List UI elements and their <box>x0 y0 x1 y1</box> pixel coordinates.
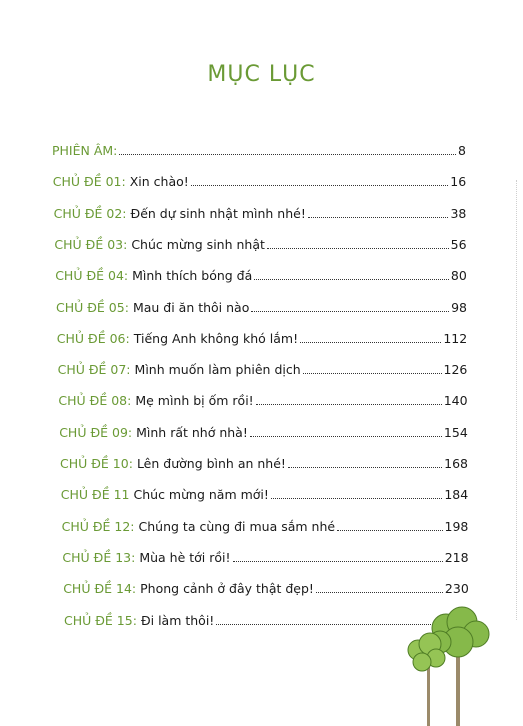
dot-leader <box>251 310 449 312</box>
toc-entry-label: PHIÊN ÂM: <box>52 143 118 158</box>
dot-leader <box>337 529 442 531</box>
toc-entry <box>58 357 468 377</box>
toc-entry-page: 126 <box>443 362 468 378</box>
toc-entry-page: 38 <box>450 205 467 221</box>
toc-entry-page: 140 <box>443 393 468 409</box>
toc-entry-title: Đến dự sinh nhật mình nhé! <box>130 205 306 221</box>
page-edge-divider <box>515 180 517 620</box>
toc-entry <box>54 232 466 252</box>
toc-entry-label: CHỦ ĐỀ 13: <box>62 549 136 565</box>
toc-entry-label: CHỦ ĐỀ 09: <box>59 424 133 440</box>
tree-canopy-small <box>408 633 445 671</box>
dot-leader <box>254 278 449 280</box>
toc-entry-page: 184 <box>444 487 469 503</box>
toc-entry <box>56 295 467 315</box>
toc-entry-page: 154 <box>443 424 468 440</box>
toc-entry-page: 98 <box>451 299 467 315</box>
toc-entry <box>53 169 466 189</box>
toc-entry-label: CHỦ ĐỀ 02: <box>53 205 127 221</box>
toc-entry-title: Tiếng Anh không khó lắm! <box>133 330 299 346</box>
toc-entry-title: Chúc mừng sinh nhật <box>131 236 265 252</box>
dot-leader <box>250 435 442 437</box>
toc-entry-label: CHỦ ĐỀ 04: <box>55 268 129 284</box>
toc-entry-label: CHỦ ĐỀ 08: <box>58 393 132 409</box>
toc-entry-title: Mẹ mình bị ốm rồi! <box>135 393 254 409</box>
toc-entry-title: Mình rất nhớ nhà! <box>136 424 248 440</box>
dot-leader <box>191 184 449 186</box>
dot-leader <box>256 403 442 405</box>
dot-leader <box>300 341 441 343</box>
toc-entry-label: CHỦ ĐỀ 03: <box>54 236 128 252</box>
toc-entry-page: 198 <box>444 518 469 534</box>
toc-entry-page: 16 <box>450 174 467 190</box>
toc-entry-title: Chúng ta cùng đi mua sắm nhé <box>138 518 336 534</box>
dot-leader <box>288 466 442 468</box>
toc-entry <box>62 514 469 534</box>
toc-entry-title: Phong cảnh ở đây thật đẹp! <box>140 581 314 597</box>
toc-entry-title: Mau đi ăn thôi nào <box>132 299 250 315</box>
toc-entry-title: Chúc mừng năm mới! <box>133 487 269 503</box>
toc-entry-page: 56 <box>450 236 467 252</box>
toc-entry-label: CHỦ ĐỀ 07: <box>57 362 131 378</box>
trees-illustration <box>400 600 523 726</box>
toc-entry-title: Lên đường bình an nhé! <box>136 456 286 471</box>
toc-entry-label: CHỦ ĐỀ 10: <box>60 456 133 471</box>
toc-entry-label: CHỦ ĐỀ 05: <box>56 299 129 315</box>
toc-entry-label: CHỦ ĐỀ 11 <box>60 487 130 503</box>
dot-leader <box>316 591 443 593</box>
toc-entry <box>62 545 468 565</box>
toc-entry-page: 230 <box>444 581 469 597</box>
dot-leader <box>271 497 442 499</box>
toc-entry-page: 112 <box>443 330 468 346</box>
toc-entry-title: Xin chào! <box>129 174 189 190</box>
toc-entry-page: 168 <box>444 456 468 471</box>
dot-leader <box>267 247 449 249</box>
toc-entry <box>63 576 469 596</box>
dot-leader <box>303 372 442 374</box>
toc-entry-label: CHỦ ĐỀ 12: <box>61 518 135 534</box>
toc-entry-label: CHỦ ĐỀ 01: <box>52 174 126 190</box>
dot-leader <box>119 153 456 155</box>
toc-entry-page: 218 <box>444 549 469 565</box>
toc-entry-title: Đi làm thôi! <box>140 612 215 628</box>
toc-entry <box>54 201 467 221</box>
toc-entry <box>60 451 468 471</box>
dot-leader <box>308 216 449 218</box>
toc-entry-page: 8 <box>458 143 466 158</box>
toc-entry-title: Mình muốn làm phiên dịch <box>134 362 301 378</box>
toc-entry <box>57 326 467 346</box>
toc-entry <box>52 138 466 158</box>
toc-entry-label: CHỦ ĐỀ 15: <box>64 612 137 628</box>
toc-entry <box>58 388 467 408</box>
toc-entry-title: Mùa hè tới rồi! <box>139 549 231 565</box>
toc-entry-label: CHỦ ĐỀ 06: <box>56 330 130 346</box>
toc-entry <box>61 482 468 502</box>
toc-entry-page: 80 <box>450 268 467 284</box>
toc-entry <box>55 263 467 283</box>
dot-leader <box>233 560 443 562</box>
page-title: MỤC LỤC <box>207 62 316 87</box>
toc-entry <box>59 420 468 440</box>
toc-entry-title: Mình thích bóng đá <box>132 268 253 284</box>
toc-entry-label: CHỦ ĐỀ 14: <box>63 581 137 597</box>
